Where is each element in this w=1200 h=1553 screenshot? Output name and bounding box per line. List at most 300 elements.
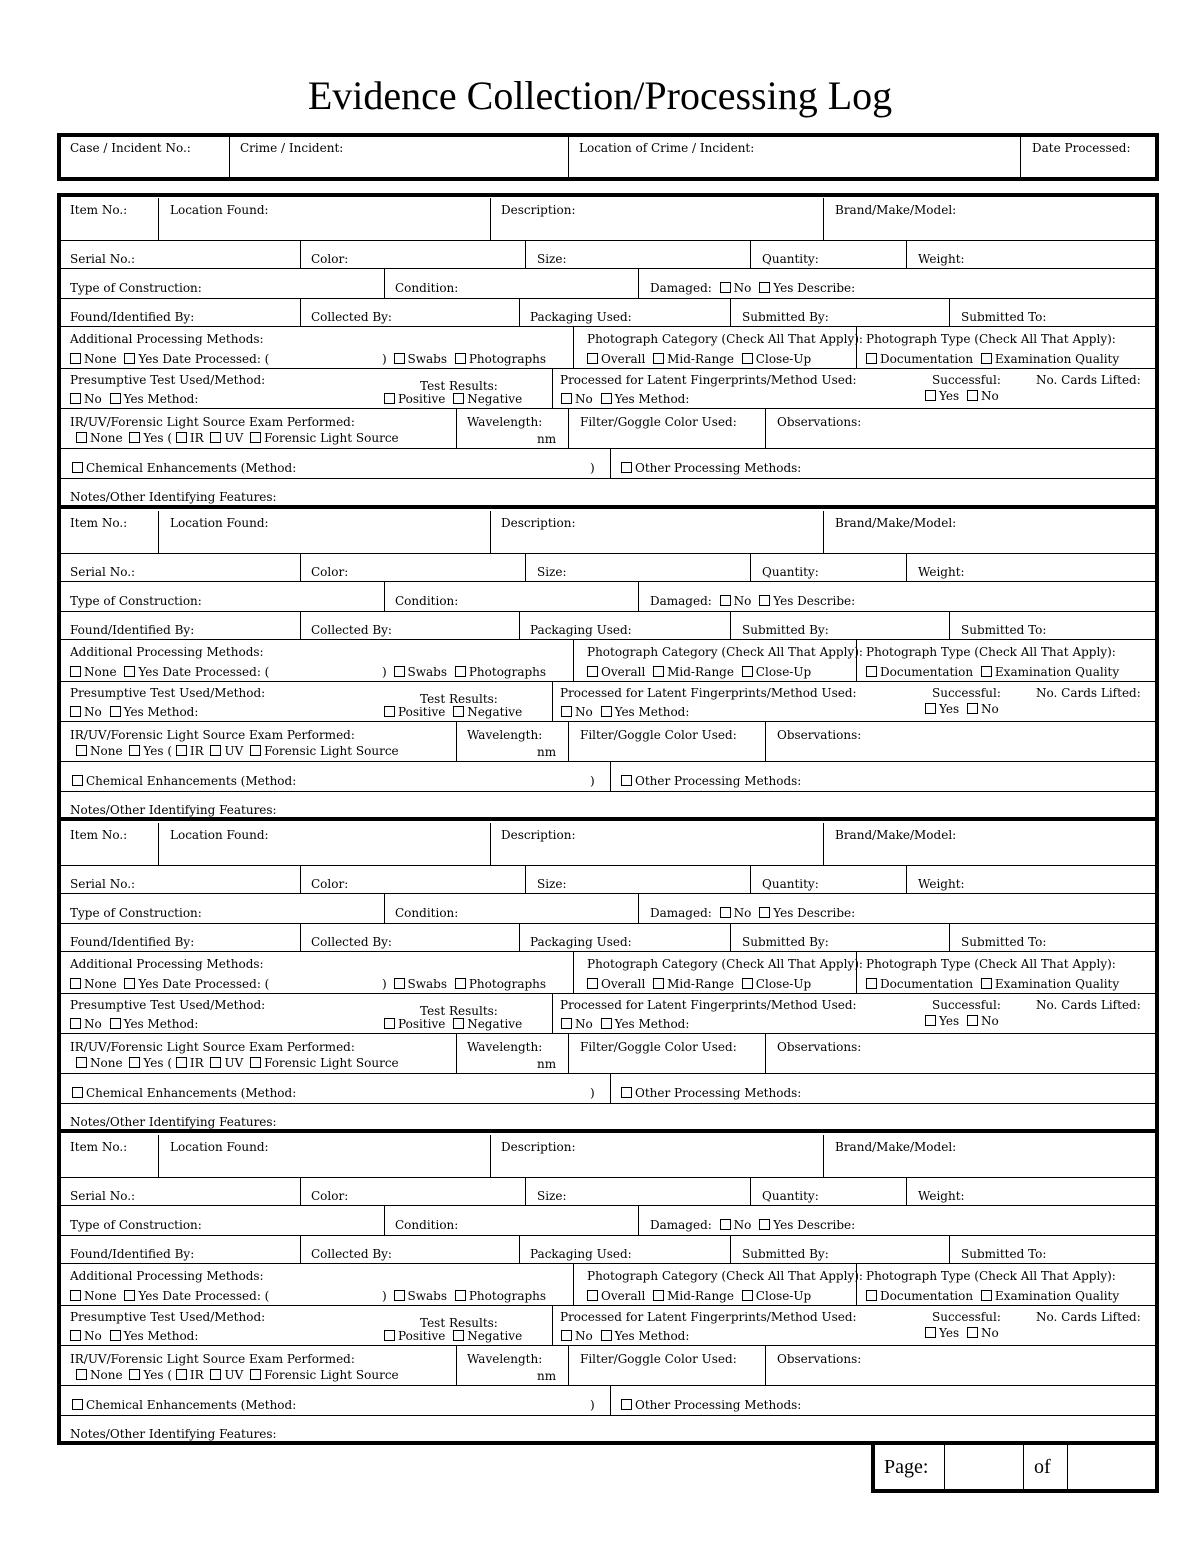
size-field[interactable]: Size: (537, 1189, 567, 1203)
form-rule-line (490, 198, 491, 240)
documentation-label: Documentation (880, 665, 974, 679)
close-paren: ) (382, 352, 387, 366)
mid-range-label: Mid-Range (667, 1289, 734, 1303)
damaged-no-label: No (733, 1218, 752, 1232)
form-rule-line (490, 1135, 491, 1177)
other-methods-checkbox[interactable] (621, 1087, 632, 1098)
positive-checkbox[interactable] (384, 706, 395, 717)
construction-field[interactable]: Type of Construction: (70, 1218, 202, 1232)
damaged-yes-label: Yes Describe: (773, 906, 856, 920)
successful-no-checkbox[interactable] (967, 1015, 978, 1026)
close-up-checkbox[interactable] (742, 666, 753, 677)
packaging-field[interactable]: Packaging Used: (530, 623, 632, 637)
collected-by-field[interactable]: Collected By: (311, 623, 392, 637)
location-found-field[interactable]: Location Found: (170, 1140, 269, 1154)
color-field[interactable]: Color: (311, 1189, 349, 1203)
form-rule-line (158, 511, 159, 553)
filter-field[interactable]: Filter/Goggle Color Used: (580, 415, 737, 429)
description-field[interactable]: Description: (501, 516, 576, 530)
negative-checkbox[interactable] (453, 1330, 464, 1341)
positive-label: Positive (398, 1017, 446, 1031)
serial-no-field[interactable]: Serial No.: (70, 565, 136, 579)
chemical-label: Chemical Enhancements (Method: (86, 1086, 297, 1100)
form-rule-line (490, 511, 491, 553)
serial-no-field[interactable]: Serial No.: (70, 877, 136, 891)
collected-by-field[interactable]: Collected By: (311, 1247, 392, 1261)
wavelength-field[interactable]: Wavelength: (467, 1040, 543, 1054)
additional-none-checkbox[interactable] (70, 978, 81, 989)
damaged-yes-checkbox[interactable] (759, 907, 770, 918)
forensic-light-checkbox[interactable] (250, 1369, 261, 1380)
cards-lifted-field[interactable]: No. Cards Lifted: (1036, 373, 1141, 387)
uv-checkbox[interactable] (210, 1369, 221, 1380)
filter-field[interactable]: Filter/Goggle Color Used: (580, 1040, 737, 1054)
swabs-label: Swabs (407, 665, 448, 679)
form-rule-line (59, 1385, 1155, 1386)
form-rule-line (59, 923, 1155, 924)
photographs-label: Photographs (468, 352, 547, 366)
form-rule-line (750, 553, 751, 581)
cards-lifted-field[interactable]: No. Cards Lifted: (1036, 1310, 1141, 1324)
form-rule-line (300, 240, 301, 268)
forensic-light-checkbox[interactable] (250, 432, 261, 443)
photo-category-label: Photograph Category (587, 1269, 718, 1283)
form-rule-line (456, 1033, 457, 1073)
other-methods-checkbox[interactable] (621, 1399, 632, 1410)
mid-range-label: Mid-Range (667, 977, 734, 991)
damaged-no-checkbox[interactable] (720, 595, 731, 606)
form-rule-line (610, 761, 611, 791)
damaged-no-label: No (733, 906, 752, 920)
size-field[interactable]: Size: (537, 565, 567, 579)
documentation-checkbox[interactable] (866, 353, 877, 364)
mid-range-checkbox[interactable] (653, 666, 664, 677)
documentation-label: Documentation (880, 977, 974, 991)
weight-field[interactable]: Weight: (918, 565, 965, 579)
additional-methods-label: Additional Processing Methods: (70, 645, 264, 659)
item-no-field[interactable]: Item No.: (70, 203, 128, 217)
test-results-label: Test Results: (420, 1316, 498, 1330)
exam-quality-checkbox[interactable] (981, 353, 992, 364)
submitted-to-field[interactable]: Submitted To: (961, 623, 1047, 637)
form-rule-line (519, 611, 520, 639)
close-up-checkbox[interactable] (742, 353, 753, 364)
weight-field[interactable]: Weight: (918, 1189, 965, 1203)
photographs-checkbox[interactable] (455, 1290, 466, 1301)
positive-label: Positive (398, 705, 446, 719)
presumptive-label: Presumptive Test Used/Method: (70, 373, 266, 387)
form-rule-line (300, 923, 301, 951)
serial-no-field[interactable]: Serial No.: (70, 252, 136, 266)
location-crime-field[interactable]: Location of Crime / Incident: (579, 141, 755, 155)
item-no-field[interactable]: Item No.: (70, 1140, 128, 1154)
ir-checkbox[interactable] (176, 1369, 187, 1380)
notes-field[interactable]: Notes/Other Identifying Features: (70, 803, 277, 817)
form-rule-line (573, 326, 574, 368)
photographs-checkbox[interactable] (455, 666, 466, 677)
successful-yes-label: Yes (939, 702, 960, 716)
overall-checkbox[interactable] (587, 978, 598, 989)
item-no-field[interactable]: Item No.: (70, 828, 128, 842)
additional-none-checkbox[interactable] (70, 1290, 81, 1301)
weight-field[interactable]: Weight: (918, 877, 965, 891)
documentation-checkbox[interactable] (866, 978, 877, 989)
exam-quality-checkbox[interactable] (981, 1290, 992, 1301)
positive-checkbox[interactable] (384, 393, 395, 404)
form-rule-line (519, 1235, 520, 1263)
presumptive-no-checkbox[interactable] (70, 393, 81, 404)
latent-label: Processed for Latent Fingerprints/Method Used: (560, 686, 857, 700)
mid-range-checkbox[interactable] (653, 353, 664, 364)
documentation-checkbox[interactable] (866, 1290, 877, 1301)
quantity-field[interactable]: Quantity: (762, 565, 819, 579)
latent-no-checkbox[interactable] (561, 706, 572, 717)
successful-yes-checkbox[interactable] (925, 1327, 936, 1338)
other-methods-checkbox[interactable] (621, 775, 632, 786)
latent-yes-checkbox[interactable] (601, 393, 612, 404)
latent-yes-label: Yes Method: (614, 1017, 690, 1031)
damaged-yes-checkbox[interactable] (759, 282, 770, 293)
overall-label: Overall (601, 665, 646, 679)
form-rule-line (730, 1235, 731, 1263)
successful-yes-checkbox[interactable] (925, 390, 936, 401)
form-rule-line (750, 865, 751, 893)
light-none-checkbox[interactable] (76, 1057, 87, 1068)
chemical-checkbox[interactable] (72, 462, 83, 473)
damaged-yes-checkbox[interactable] (759, 1219, 770, 1230)
filter-field[interactable]: Filter/Goggle Color Used: (580, 1352, 737, 1366)
found-by-field[interactable]: Found/Identified By: (70, 1247, 195, 1261)
found-by-field[interactable]: Found/Identified By: (70, 935, 195, 949)
latent-yes-label: Yes Method: (614, 705, 690, 719)
mid-range-checkbox[interactable] (653, 978, 664, 989)
latent-yes-checkbox[interactable] (601, 706, 612, 717)
form-rule-line (638, 268, 639, 298)
quantity-field[interactable]: Quantity: (762, 877, 819, 891)
latent-yes-checkbox[interactable] (601, 1018, 612, 1029)
construction-field[interactable]: Type of Construction: (70, 906, 202, 920)
light-yes-checkbox[interactable] (129, 745, 140, 756)
latent-no-checkbox[interactable] (561, 1018, 572, 1029)
check-all-note: (Check All That Apply): (721, 957, 863, 971)
presumptive-yes-label: Yes Method: (123, 392, 199, 406)
ir-checkbox[interactable] (176, 432, 187, 443)
mid-range-checkbox[interactable] (653, 1290, 664, 1301)
check-all-note: (Check All That Apply): (974, 957, 1116, 971)
submitted-by-field[interactable]: Submitted By: (742, 623, 829, 637)
light-yes-checkbox[interactable] (129, 1369, 140, 1380)
swabs-checkbox[interactable] (394, 666, 405, 677)
form-rule-line (59, 721, 1155, 722)
size-field[interactable]: Size: (537, 877, 567, 891)
brand-model-field[interactable]: Brand/Make/Model: (835, 516, 957, 530)
form-rule-line (59, 1263, 1155, 1264)
additional-none-checkbox[interactable] (70, 666, 81, 677)
collected-by-field[interactable]: Collected By: (311, 935, 392, 949)
presumptive-no-checkbox[interactable] (70, 1018, 81, 1029)
form-rule-line (765, 408, 766, 448)
filter-field[interactable]: Filter/Goggle Color Used: (580, 728, 737, 742)
damaged-no-checkbox[interactable] (720, 1219, 731, 1230)
check-all-note: (Check All That Apply): (721, 1269, 863, 1283)
page-number-input[interactable] (948, 1447, 1020, 1487)
form-rule-line (730, 611, 731, 639)
ir-checkbox[interactable] (176, 745, 187, 756)
submitted-by-field[interactable]: Submitted By: (742, 310, 829, 324)
photo-category-label: Photograph Category (587, 332, 718, 346)
form-rule-line (59, 1205, 1155, 1206)
presumptive-no-label: No (84, 705, 102, 719)
check-all-note: (Check All That Apply): (721, 645, 863, 659)
light-yes-checkbox[interactable] (129, 432, 140, 443)
wavelength-field[interactable]: Wavelength: (467, 1352, 543, 1366)
packaging-field[interactable]: Packaging Used: (530, 1247, 632, 1261)
light-none-checkbox[interactable] (76, 1369, 87, 1380)
collected-by-field[interactable]: Collected By: (311, 310, 392, 324)
overall-checkbox[interactable] (587, 666, 598, 677)
location-found-field[interactable]: Location Found: (170, 203, 269, 217)
observations-field[interactable]: Observations: (777, 1352, 862, 1366)
other-methods-checkbox[interactable] (621, 462, 632, 473)
form-rule-line (59, 478, 1155, 479)
form-rule-line (300, 553, 301, 581)
presumptive-yes-checkbox[interactable] (110, 1330, 121, 1341)
form-rule-line (59, 1235, 1155, 1236)
exam-quality-label: Examination Quality (994, 352, 1120, 366)
documentation-label: Documentation (880, 1289, 974, 1303)
submitted-by-field[interactable]: Submitted By: (742, 1247, 829, 1261)
ir-label: IR (189, 431, 204, 445)
notes-field[interactable]: Notes/Other Identifying Features: (70, 490, 277, 504)
item-separator (59, 505, 1155, 509)
additional-yes-checkbox[interactable] (124, 978, 135, 989)
observations-field[interactable]: Observations: (777, 415, 862, 429)
presumptive-no-checkbox[interactable] (70, 706, 81, 717)
packaging-field[interactable]: Packaging Used: (530, 310, 632, 324)
negative-checkbox[interactable] (453, 1018, 464, 1029)
light-yes-checkbox[interactable] (129, 1057, 140, 1068)
damaged-yes-checkbox[interactable] (759, 595, 770, 606)
form-rule-line (519, 923, 520, 951)
serial-no-field[interactable]: Serial No.: (70, 1189, 136, 1203)
photographs-label: Photographs (468, 665, 547, 679)
successful-no-checkbox[interactable] (967, 390, 978, 401)
item-no-field[interactable]: Item No.: (70, 516, 128, 530)
successful-no-label: No (980, 1014, 999, 1028)
close-up-label: Close-Up (755, 352, 812, 366)
submitted-to-field[interactable]: Submitted To: (961, 310, 1047, 324)
submitted-to-field[interactable]: Submitted To: (961, 935, 1047, 949)
cards-lifted-field[interactable]: No. Cards Lifted: (1036, 686, 1141, 700)
footer-divider (1023, 1443, 1024, 1491)
latent-no-checkbox[interactable] (561, 393, 572, 404)
form-rule-line (765, 721, 766, 761)
form-rule-line (490, 823, 491, 865)
presumptive-yes-checkbox[interactable] (110, 1018, 121, 1029)
forensic-light-checkbox[interactable] (250, 745, 261, 756)
swabs-checkbox[interactable] (394, 1290, 405, 1301)
damaged-yes-label: Yes Describe: (773, 281, 856, 295)
weight-field[interactable]: Weight: (918, 252, 965, 266)
presumptive-label: Presumptive Test Used/Method: (70, 686, 266, 700)
notes-field[interactable]: Notes/Other Identifying Features: (70, 1115, 277, 1129)
condition-field[interactable]: Condition: (395, 906, 459, 920)
chemical-label: Chemical Enhancements (Method: (86, 461, 297, 475)
construction-field[interactable]: Type of Construction: (70, 594, 202, 608)
additional-none-checkbox[interactable] (70, 353, 81, 364)
size-field[interactable]: Size: (537, 252, 567, 266)
light-yes-label: Yes ( (143, 1368, 173, 1382)
description-field[interactable]: Description: (501, 1140, 576, 1154)
successful-no-checkbox[interactable] (967, 703, 978, 714)
presumptive-label: Presumptive Test Used/Method: (70, 1310, 266, 1324)
uv-checkbox[interactable] (210, 745, 221, 756)
form-rule-line (456, 1345, 457, 1385)
description-field[interactable]: Description: (501, 828, 576, 842)
packaging-field[interactable]: Packaging Used: (530, 935, 632, 949)
quantity-field[interactable]: Quantity: (762, 252, 819, 266)
latent-yes-checkbox[interactable] (601, 1330, 612, 1341)
date-processed-field[interactable]: Date Processed: (1032, 141, 1131, 155)
light-none-checkbox[interactable] (76, 745, 87, 756)
form-rule-line (906, 1177, 907, 1205)
form-rule-line (823, 511, 824, 553)
location-found-field[interactable]: Location Found: (170, 828, 269, 842)
notes-field[interactable]: Notes/Other Identifying Features: (70, 1427, 277, 1441)
negative-checkbox[interactable] (453, 393, 464, 404)
submitted-to-field[interactable]: Submitted To: (961, 1247, 1047, 1261)
form-rule-line (59, 993, 1155, 994)
brand-model-field[interactable]: Brand/Make/Model: (835, 1140, 957, 1154)
successful-no-checkbox[interactable] (967, 1327, 978, 1338)
light-none-checkbox[interactable] (76, 432, 87, 443)
form-rule-line (906, 553, 907, 581)
additional-yes-checkbox[interactable] (124, 353, 135, 364)
form-rule-line (525, 1177, 526, 1205)
form-rule-line (750, 240, 751, 268)
presumptive-yes-checkbox[interactable] (110, 706, 121, 717)
found-by-field[interactable]: Found/Identified By: (70, 310, 195, 324)
form-rule-line (906, 240, 907, 268)
additional-yes-date-label: Yes Date Processed: ( (138, 977, 270, 991)
chemical-checkbox[interactable] (72, 1087, 83, 1098)
evidence-item-block (0, 195, 1200, 507)
positive-checkbox[interactable] (384, 1330, 395, 1341)
swabs-checkbox[interactable] (394, 978, 405, 989)
successful-yes-checkbox[interactable] (925, 703, 936, 714)
negative-checkbox[interactable] (453, 706, 464, 717)
negative-label: Negative (467, 1017, 523, 1031)
uv-label: UV (224, 1368, 244, 1382)
form-rule-line (949, 1235, 950, 1263)
form-rule-line (525, 553, 526, 581)
form-rule-line (552, 993, 553, 1033)
exam-quality-checkbox[interactable] (981, 666, 992, 677)
form-rule-line (59, 1033, 1155, 1034)
color-field[interactable]: Color: (311, 252, 349, 266)
light-none-label: None (90, 744, 123, 758)
photographs-checkbox[interactable] (455, 353, 466, 364)
form-rule-line (59, 761, 1155, 762)
swabs-checkbox[interactable] (394, 353, 405, 364)
form-rule-line (158, 823, 159, 865)
construction-field[interactable]: Type of Construction: (70, 281, 202, 295)
color-field[interactable]: Color: (311, 877, 349, 891)
close-up-checkbox[interactable] (742, 978, 753, 989)
color-field[interactable]: Color: (311, 565, 349, 579)
overall-checkbox[interactable] (587, 1290, 598, 1301)
additional-yes-checkbox[interactable] (124, 1290, 135, 1301)
additional-yes-checkbox[interactable] (124, 666, 135, 677)
damaged-no-label: No (733, 594, 752, 608)
presumptive-yes-label: Yes Method: (123, 1329, 199, 1343)
chemical-checkbox[interactable] (72, 1399, 83, 1410)
wavelength-field[interactable]: Wavelength: (467, 415, 543, 429)
uv-checkbox[interactable] (210, 432, 221, 443)
presumptive-no-checkbox[interactable] (70, 1330, 81, 1341)
case-no-field[interactable]: Case / Incident No.: (70, 141, 191, 155)
wavelength-field[interactable]: Wavelength: (467, 728, 543, 742)
chemical-checkbox[interactable] (72, 775, 83, 786)
additional-methods-label: Additional Processing Methods: (70, 1269, 264, 1283)
crime-field[interactable]: Crime / Incident: (240, 141, 344, 155)
documentation-checkbox[interactable] (866, 666, 877, 677)
form-rule-line (765, 1033, 766, 1073)
nm-unit: nm (537, 1057, 557, 1071)
condition-field[interactable]: Condition: (395, 1218, 459, 1232)
observations-field[interactable]: Observations: (777, 1040, 862, 1054)
condition-field[interactable]: Condition: (395, 594, 459, 608)
damaged-label: Damaged: (650, 281, 712, 295)
latent-no-checkbox[interactable] (561, 1330, 572, 1341)
form-rule-line (59, 951, 1155, 952)
forensic-light-checkbox[interactable] (250, 1057, 261, 1068)
observations-field[interactable]: Observations: (777, 728, 862, 742)
description-field[interactable]: Description: (501, 203, 576, 217)
damaged-no-checkbox[interactable] (720, 907, 731, 918)
condition-field[interactable]: Condition: (395, 281, 459, 295)
overall-checkbox[interactable] (587, 353, 598, 364)
close-up-checkbox[interactable] (742, 1290, 753, 1301)
brand-model-field[interactable]: Brand/Make/Model: (835, 828, 957, 842)
form-rule-line (59, 865, 1155, 866)
form-rule-line (610, 1073, 611, 1103)
damaged-no-checkbox[interactable] (720, 282, 731, 293)
quantity-field[interactable]: Quantity: (762, 1189, 819, 1203)
photo-type-label: Photograph Type (866, 645, 971, 659)
location-found-field[interactable]: Location Found: (170, 516, 269, 530)
form-rule-line (300, 1177, 301, 1205)
cards-lifted-field[interactable]: No. Cards Lifted: (1036, 998, 1141, 1012)
found-by-field[interactable]: Found/Identified By: (70, 623, 195, 637)
exam-quality-checkbox[interactable] (981, 978, 992, 989)
submitted-by-field[interactable]: Submitted By: (742, 935, 829, 949)
form-rule-line (949, 298, 950, 326)
exam-quality-label: Examination Quality (994, 665, 1120, 679)
form-rule-line (384, 1205, 385, 1235)
successful-yes-checkbox[interactable] (925, 1015, 936, 1026)
documentation-label: Documentation (880, 352, 974, 366)
presumptive-yes-checkbox[interactable] (110, 393, 121, 404)
photographs-checkbox[interactable] (455, 978, 466, 989)
ir-label: IR (189, 1056, 204, 1070)
form-rule-line (300, 865, 301, 893)
ir-checkbox[interactable] (176, 1057, 187, 1068)
positive-checkbox[interactable] (384, 1018, 395, 1029)
uv-checkbox[interactable] (210, 1057, 221, 1068)
brand-model-field[interactable]: Brand/Make/Model: (835, 203, 957, 217)
total-pages-input[interactable] (1071, 1447, 1153, 1487)
